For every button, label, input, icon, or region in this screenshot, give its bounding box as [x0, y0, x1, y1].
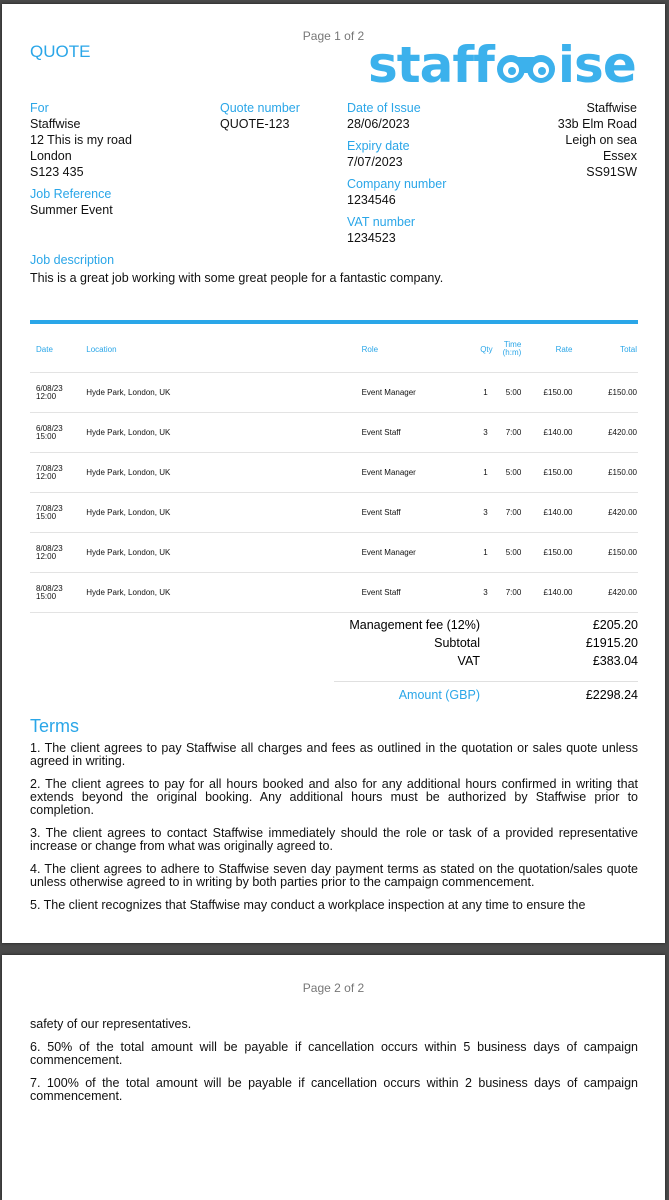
- time-text: 15:00: [36, 511, 57, 521]
- terms-item: 7. 100% of the total amount will be payable if cancellation occurs within 2 business days of campaign commencement.: [30, 1076, 638, 1103]
- job-description-label: Job description: [30, 253, 115, 267]
- totals-block: [334, 618, 638, 706]
- for-line: London: [30, 149, 72, 163]
- time-text: 15:00: [36, 591, 57, 601]
- cell-location: Hyde Park, London, UK: [85, 573, 360, 613]
- cell-location: Hyde Park, London, UK: [85, 413, 360, 453]
- cell-location: Hyde Park, London, UK: [85, 533, 360, 573]
- cell-role: Event Manager: [361, 533, 463, 573]
- cell-location: Hyde Park, London, UK: [85, 373, 360, 413]
- address-line: Staffwise: [586, 101, 637, 115]
- line-items-table: [30, 326, 638, 613]
- date-text: 7/08/23: [36, 463, 63, 473]
- job-reference-label: Job Reference: [30, 187, 112, 201]
- date-text: 8/08/23: [36, 583, 63, 593]
- job-reference-value: Summer Event: [30, 203, 113, 217]
- table-row: [30, 413, 638, 453]
- for-line: Staffwise: [30, 117, 81, 131]
- expiry-date-label: Expiry date: [347, 139, 410, 153]
- cell-role: Event Manager: [361, 373, 463, 413]
- cell-hours: 7:00: [494, 573, 523, 613]
- terms-list: [30, 742, 638, 912]
- column-header-qty: Qty: [463, 326, 494, 373]
- management-fee-value: £205.20: [592, 618, 638, 632]
- column-header-rate: Rate: [522, 326, 573, 373]
- for-label: For: [30, 101, 49, 115]
- terms-title: Terms: [30, 716, 79, 736]
- amount-value: £2298.24: [585, 688, 638, 702]
- address-line: Leigh on sea: [565, 133, 637, 147]
- job-description: [30, 252, 443, 286]
- cell-total: £420.00: [573, 493, 638, 533]
- document-title: QUOTE: [30, 42, 91, 61]
- totals-divider: [334, 681, 638, 682]
- divider-bar: [30, 320, 638, 324]
- cell-location: Hyde Park, London, UK: [85, 493, 360, 533]
- cell-date: [30, 373, 85, 413]
- time-text: 15:00: [36, 431, 57, 441]
- cell-qty: 1: [463, 373, 494, 413]
- cell-qty: 1: [463, 453, 494, 493]
- column-header-total: Total: [573, 326, 638, 373]
- cell-hours: 5:00: [494, 533, 523, 573]
- cell-rate: £150.00: [522, 453, 573, 493]
- for-block: [30, 100, 132, 218]
- table-row: [30, 573, 638, 613]
- management-fee-label: Management fee (12%): [349, 618, 480, 632]
- cell-date: [30, 493, 85, 533]
- cell-qty: 3: [463, 413, 494, 453]
- cell-qty: 3: [463, 573, 494, 613]
- table-row: [30, 533, 638, 573]
- time-text: 12:00: [36, 551, 57, 561]
- expiry-date-value: 7/07/2023: [347, 155, 403, 169]
- table-row: [30, 373, 638, 413]
- cell-hours: 7:00: [494, 413, 523, 453]
- cell-role: Event Staff: [361, 493, 463, 533]
- address-line: SS91SW: [586, 165, 637, 179]
- cell-date: [30, 453, 85, 493]
- cell-rate: £150.00: [522, 533, 573, 573]
- terms-item: safety of our representatives.: [30, 1017, 192, 1031]
- amount-label: Amount (GBP): [398, 688, 480, 702]
- cell-rate: £150.00: [522, 373, 573, 413]
- cell-date: [30, 573, 85, 613]
- cell-hours: 7:00: [494, 493, 523, 533]
- cell-date: [30, 533, 85, 573]
- terms-list-continued: [30, 1018, 638, 1103]
- column-header-role: Role: [361, 326, 463, 373]
- subtotal-label: Subtotal: [434, 636, 480, 650]
- date-text: 6/08/23: [36, 383, 63, 393]
- vat-label: VAT: [457, 654, 480, 668]
- terms-item: 5. The client recognizes that Staffwise may conduct a workplace inspection at any time to ensure the: [30, 898, 586, 912]
- company-number-label: Company number: [347, 177, 447, 191]
- date-text: 6/08/23: [36, 423, 63, 433]
- column-header-time: [494, 326, 523, 373]
- page-number: Page 1 of 2: [302, 29, 365, 43]
- cell-rate: £140.00: [522, 493, 573, 533]
- cell-rate: £140.00: [522, 413, 573, 453]
- company-number-value: 1234546: [347, 193, 396, 207]
- cell-total: £150.00: [573, 373, 638, 413]
- logo-text-left: staff: [368, 36, 494, 94]
- date-text: 8/08/23: [36, 543, 63, 553]
- cell-qty: 3: [463, 493, 494, 533]
- time-text: 12:00: [36, 471, 57, 481]
- cell-total: £150.00: [573, 453, 638, 493]
- address-line: 33b Elm Road: [557, 117, 637, 131]
- vat-number-value: 1234523: [347, 231, 396, 245]
- cell-date: [30, 413, 85, 453]
- column-header-time-label: Time: [503, 340, 522, 349]
- cell-rate: £140.00: [522, 573, 573, 613]
- document-page-2: [2, 955, 665, 1200]
- company-address: [558, 100, 637, 180]
- page-number: Page 2 of 2: [302, 981, 365, 995]
- cell-qty: 1: [463, 533, 494, 573]
- cell-hours: 5:00: [494, 373, 523, 413]
- job-description-value: This is a great job working with some great people for a fantastic company.: [30, 271, 444, 285]
- staffwise-logo: [368, 36, 636, 94]
- column-header-date: Date: [30, 326, 85, 373]
- terms-item: 2. The client agrees to pay for all hours booked and also for any additional hours confirmed in writing that extends beyond the original booking. Any additional hours must be authorized by Staffwise prior to completion.: [30, 777, 638, 817]
- address-line: Essex: [602, 149, 637, 163]
- cell-total: £420.00: [573, 413, 638, 453]
- subtotal-row: [334, 636, 638, 654]
- terms-item: 3. The client agrees to contact Staffwise immediately should the role or task of a provided representative increase or change from what was originally agreed to.: [30, 826, 638, 853]
- date-of-issue-label: Date of Issue: [347, 101, 421, 115]
- for-line: S123 435: [30, 165, 84, 179]
- table-row: [30, 493, 638, 533]
- cell-role: Event Staff: [361, 573, 463, 613]
- for-line: 12 This is my road: [30, 133, 132, 147]
- management-fee-row: [334, 618, 638, 636]
- quote-number-block: [220, 100, 300, 132]
- subtotal-value: £1915.20: [585, 636, 638, 650]
- terms-item: 6. 50% of the total amount will be payable if cancellation occurs within 5 business days of campaign commencement.: [30, 1040, 638, 1067]
- column-header-time-unit: (h:m): [502, 348, 522, 357]
- cell-role: Event Manager: [361, 453, 463, 493]
- quote-number-label: Quote number: [220, 101, 300, 115]
- vat-value: £383.04: [592, 654, 638, 668]
- cell-hours: 5:00: [494, 453, 523, 493]
- cell-total: £420.00: [573, 573, 638, 613]
- cell-role: Event Staff: [361, 413, 463, 453]
- document-page-1: [2, 4, 665, 943]
- vat-row: [334, 654, 638, 672]
- quote-number-value: QUOTE-123: [220, 117, 290, 131]
- column-header-location: Location: [85, 326, 360, 373]
- terms-item: 4. The client agrees to adhere to Staffwise seven day payment terms as stated on the quotation/sales quote unless otherwise agreed to in writing by both parties prior to the campaign commencement.: [30, 862, 638, 889]
- terms-item: 1. The client agrees to pay Staffwise all charges and fees as outlined in the quotation or sales quote unless agreed in writing.: [30, 741, 638, 768]
- date-of-issue-value: 28/06/2023: [347, 117, 410, 131]
- vat-number-label: VAT number: [347, 215, 416, 229]
- logo-text-right: ise: [557, 36, 636, 94]
- cell-total: £150.00: [573, 533, 638, 573]
- cell-location: Hyde Park, London, UK: [85, 453, 360, 493]
- binoculars-icon: [495, 45, 557, 89]
- dates-block: [347, 100, 446, 246]
- table-row: [30, 453, 638, 493]
- time-text: 12:00: [36, 391, 57, 401]
- amount-row: [334, 688, 638, 706]
- date-text: 7/08/23: [36, 503, 63, 513]
- table-header-row: [30, 326, 638, 373]
